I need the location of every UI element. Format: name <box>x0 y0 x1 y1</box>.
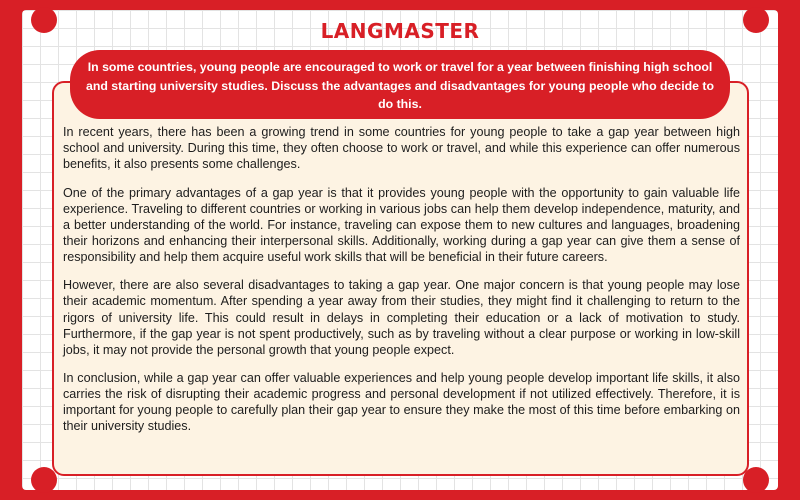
brand-logo: LANGMASTER <box>320 19 480 43</box>
corner-notch <box>31 467 57 493</box>
essay-paragraph-intro: In recent years, there has been a growing trend in some countries for young people to take a gap year between high school and university. During this time, they often choose to work or travel, and while this experience can offer numerous benefits, it also presents some challenges. <box>63 125 740 172</box>
essay-paragraph-conclusion: In conclusion, while a gap year can offer valuable experiences and help young people develop important life skills, it also carries the risk of disrupting their academic progress and personal development if not utilized effectively. Therefore, it is important for young people to carefully plan their gap year to ensure they make the most of this time before embarking on their university studies. <box>63 371 740 434</box>
grid-paper-sheet <box>22 10 778 490</box>
essay-body <box>63 124 740 434</box>
corner-notch <box>743 467 769 493</box>
essay-prompt: In some countries, young people are encouraged to work or travel for a year between finishing high school and starting university studies. Discuss the advantages and disadvantages for young people who decide to do this. <box>70 50 730 119</box>
essay-paragraph-advantages: One of the primary advantages of a gap year is that it provides young people with the opportunity to gain valuable life experience. Traveling to different countries or working in various jobs can help them develop independence, maturity, and a better understanding of the world. For instance, traveling can expose them to new cultures and languages, broadening their horizons and enhancing their interpersonal skills. Additionally, working during a gap year can give them a sense of responsibility and help them acquire useful work skills that will be beneficial in their future careers. <box>63 185 740 264</box>
essay-paragraph-disadvantages: However, there are also several disadvantages to taking a gap year. One major concern is that young people may lose their academic momentum. After spending a year away from their studies, they might find it challenging to return to the rigors of university life. This could result in delays in completing their education or a lack of motivation to study. Furthermore, if the gap year is not spent productively, such as by traveling without a clear purpose or working in low-skill jobs, it may not provide the personal growth that young people expect. <box>63 278 740 357</box>
